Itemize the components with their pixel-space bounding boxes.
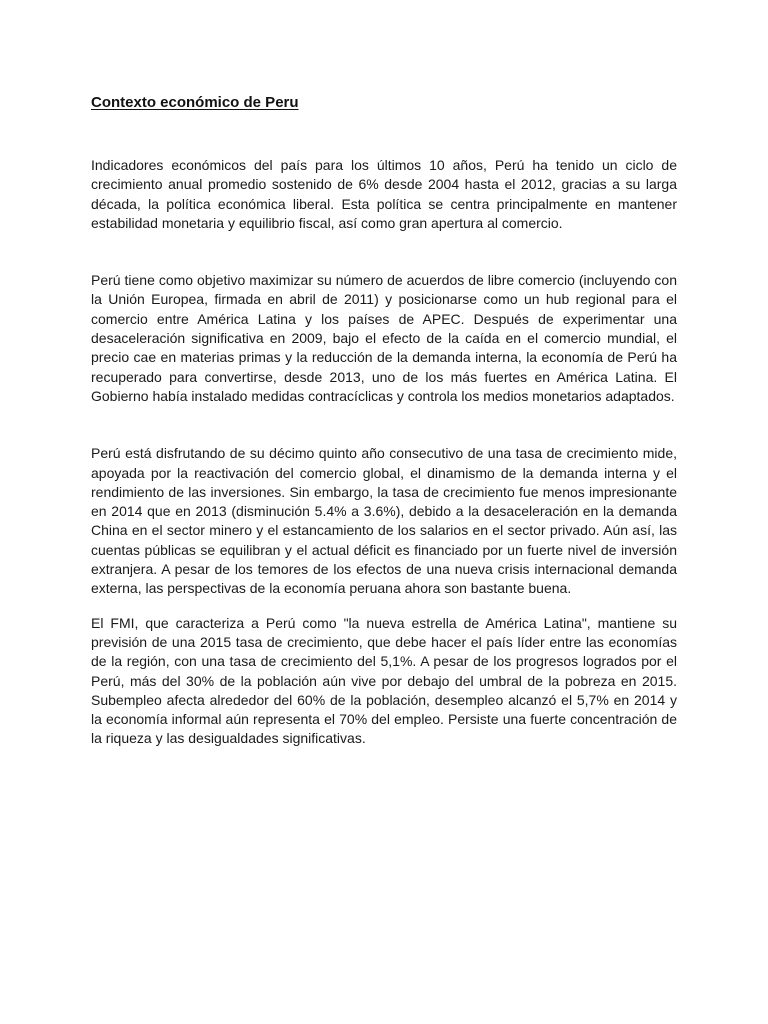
paragraph-free-trade-objective: Perú tiene como objetivo maximizar su número de acuerdos de libre comercio (incluyendo con la Unión Europea, firmada en abril de 2011) y posicionarse como un hub regional para el comercio entre América Latina y los países de APEC. Después de experimentar una desaceleración significativa en 2009, bajo el efecto de la caída en el comercio mundial, el precio cae en materias primas y la reducción de la demanda interna, la economía de Perú ha recuperado para convertirse, desde 2013, uno de los más fuertes en América Latina. El Gobierno había instalado medidas contracíclicas y controla los medios monetarios adaptados. — [91, 272, 677, 404]
document-body — [91, 93, 677, 749]
paragraph-growth-rate: Perú está disfrutando de su décimo quinto año consecutivo de una tasa de crecimiento mide, apoyada por la reactivación del comercio global, el dinamismo de la demanda interna y el rendimiento de las inversiones. Sin embargo, la tasa de crecimiento fue menos impresionante en 2014 que en 2013 (disminución 5.4% a 3.6%), debido a la desaceleración en la demanda China en el sector minero y el estancamiento de los salarios en el sector privado. Aún así, las cuentas públicas se equilibran y el actual déficit es financiado por un fuerte nivel de inversión extranjera. A pesar de los temores de los efectos de una nueva crisis internacional demanda externa, las perspectivas de la economía peruana ahora son bastante buena. — [91, 445, 677, 597]
paragraph-economic-indicators: Indicadores económicos del país para los últimos 10 años, Perú ha tenido un ciclo de crecimiento anual promedio sostenido de 6% desde 2004 hasta el 2012, gracias a su larga década, la política económica liberal. Esta política se centra principalmente en mantener estabilidad monetaria y equilibrio fiscal, así como gran apertura al comercio. — [91, 157, 677, 231]
document-title: Contexto económico de Peru — [91, 94, 299, 111]
paragraph-imf-outlook: El FMI, que caracteriza a Perú como "la nueva estrella de América Latina", mantiene su previsión de una 2015 tasa de crecimiento, que debe hacer el país líder entre las economías de la región, con una tasa de crecimiento del 5,1%. A pesar de los progresos logrados por el Perú, más del 30% de la población aún vive por debajo del umbral de la pobreza en 2015. Subempleo afecta alrededor del 60% de la población, desempleo alcanzó el 5,7% en 2014 y la economía informal aún representa el 70% del empleo. Persiste una fuerte concentración de la riqueza y las desigualdades significativas. — [91, 614, 677, 747]
